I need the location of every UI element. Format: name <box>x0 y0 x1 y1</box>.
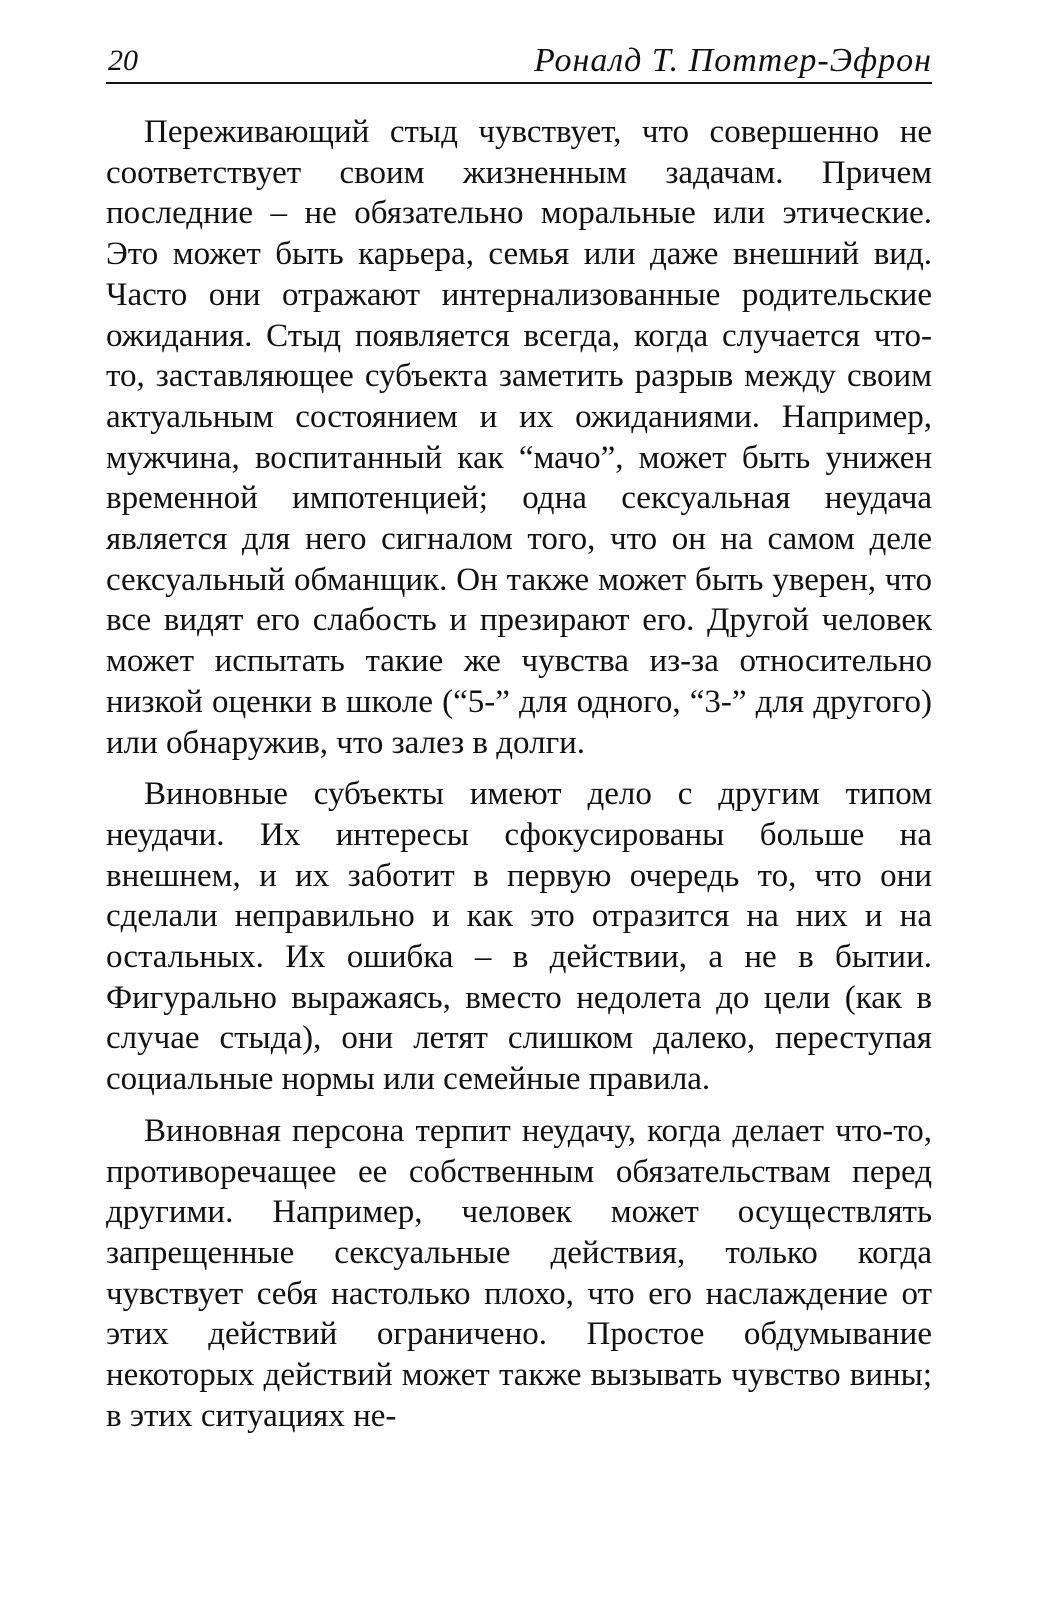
body-text <box>106 112 932 1437</box>
paragraph-guilty-subjects: Виновные субъекты имеют дело с другим типом неудачи. Их интересы сфокусированы больше на внешнем, и их заботит в первую очередь то, что они сделали неправильно и как это отразится на них и на остальных. Их ошибка – в действии, а не в бытии. Фигурально выражаясь, вместо недолета до цели (как в случае стыда), они летят слишком далеко, переступая социальные нормы или семейные правила. <box>106 776 932 1098</box>
running-header <box>106 38 932 84</box>
running-title: Роналд Т. Поттер-Эфрон <box>533 42 932 79</box>
paragraph-guilty-person: Виновная персона терпит неудачу, когда делает что-то, противоречащее ее собственным обязательствам перед другими. Например, человек может осуществлять запрещенные сексуальные действия, только когда чувствует себя настолько плохо, что его наслаждение от этих действий ограничено. Простое обдумывание некоторых действий может также вызывать чувство вины; в этих ситуациях не- <box>106 1112 932 1434</box>
paragraph-shame: Переживающий стыд чувствует, что совершенно не соответствует своим жизненным задачам. Причем последние – не обязательно моральные или этические. Это может быть карьера, семья или даже внешний вид. Часто они отражают интернализованные родительские ожидания. Стыд появляется всегда, когда случается что-то, заставляющее субъекта заметить разрыв между своим актуальным состоянием и их ожиданиями. Например, мужчина, воспитанный как “мачо”, может быть унижен временной импотенцией; одна сексуальная неудача является для него сигналом того, что он на самом деле сексуальный обманщик. Он также может быть уверен, что все видят его слабость и презирают его. Другой человек может испытать такие же чувства из-за относительно низкой оценки в школе (“5-” для одного, “3-” для другого) или обнаружив, что залез в долги. <box>106 114 932 761</box>
page-number: 20 <box>108 44 138 77</box>
